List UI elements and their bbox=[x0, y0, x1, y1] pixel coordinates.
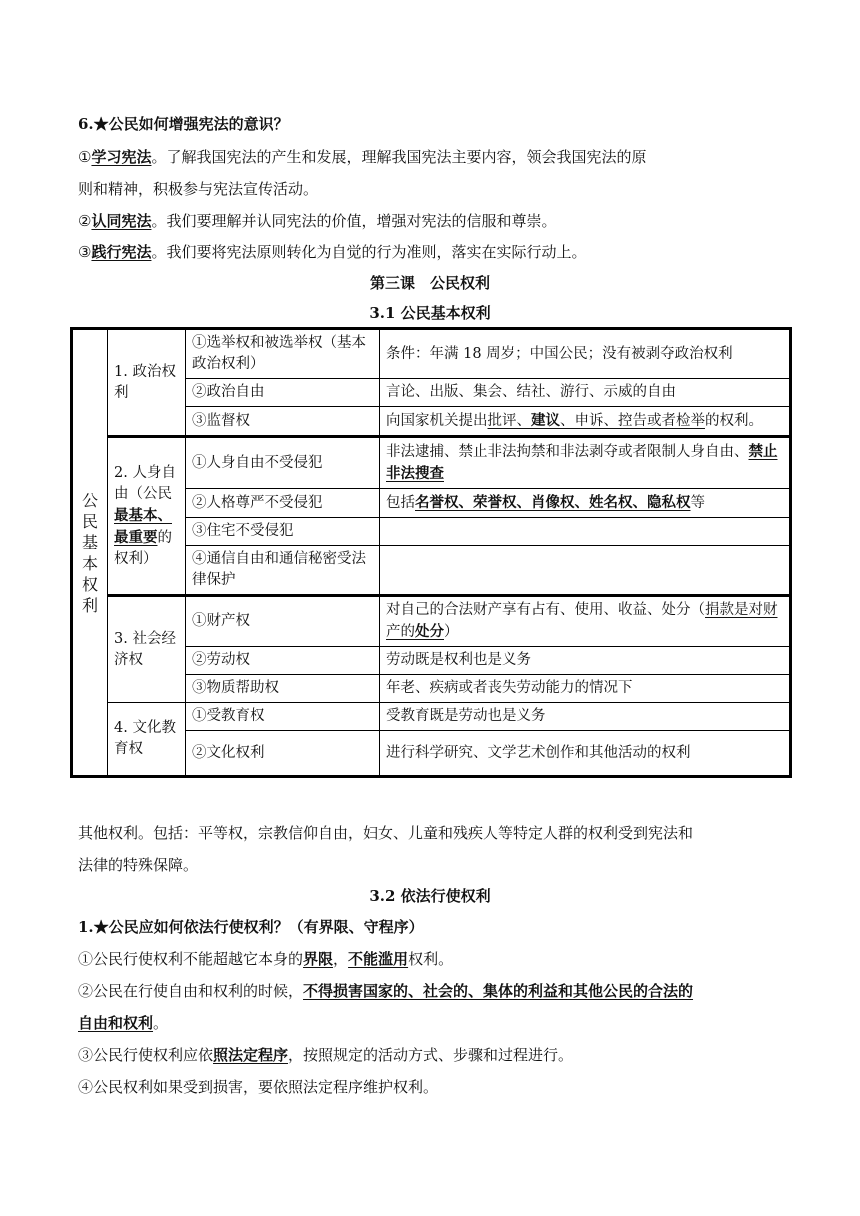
item-residence: ③住宅不受侵犯 bbox=[186, 518, 380, 546]
paragraph-identify-constitution: ②认同宪法。我们要理解并认同宪法的价值，增强对宪法的信服和尊崇。 bbox=[78, 212, 557, 230]
table-row bbox=[72, 329, 791, 379]
item-supervision: ③监督权 bbox=[186, 407, 380, 437]
root-cell: 公 民 基 本 权 利 bbox=[72, 329, 108, 777]
question-6: 6.★公民如何增强宪法的意识？ bbox=[78, 115, 289, 133]
category-political: 1. 政治权利 bbox=[108, 329, 186, 437]
item-election: ①选举权和被选举权（基本政治权利） bbox=[186, 329, 380, 379]
section-3-1-title: 3.1 公民基本权利 bbox=[369, 304, 491, 322]
category-personal: 2. 人身自由（公民最基本、最重要的权利） bbox=[108, 437, 186, 596]
table-row bbox=[72, 596, 791, 647]
desc-property: 对自己的合法财产享有占有、使用、收益、处分（捐款是对财产的处分） bbox=[380, 596, 791, 647]
table-row bbox=[72, 437, 791, 489]
paragraph-no-harm: ②公民在行使自由和权利的时候，不得损害国家的、社会的、集体的利益和其他公民的合法的 bbox=[78, 982, 694, 1000]
item-personal-freedom: ①人身自由不受侵犯 bbox=[186, 437, 380, 489]
desc-labor: 劳动既是权利也是义务 bbox=[380, 647, 791, 675]
desc-residence bbox=[380, 518, 791, 546]
desc-supervision: 向国家机关提出批评、建议、申诉、控告或者检举的权利。 bbox=[380, 407, 791, 437]
paragraph-procedure: ③公民行使权利应依照法定程序，按照规定的活动方式、步骤和过程进行。 bbox=[78, 1046, 574, 1064]
paragraph-learn-constitution: ①学习宪法。了解我国宪法的产生和发展，理解我国宪法主要内容，领会我国宪法的原 bbox=[78, 148, 647, 166]
table-row bbox=[72, 703, 791, 731]
item-property: ①财产权 bbox=[186, 596, 380, 647]
basic-rights-table bbox=[70, 327, 792, 778]
item-correspondence: ④通信自由和通信秘密受法律保护 bbox=[186, 546, 380, 596]
paragraph-learn-constitution-cont: 则和精神，积极参与宪法宣传活动。 bbox=[78, 180, 319, 198]
item-dignity: ②人格尊严不受侵犯 bbox=[186, 489, 380, 518]
category-culture: 4. 文化教育权 bbox=[108, 703, 186, 777]
paragraph-protect-rights: ④公民权利如果受到损害，要依照法定程序维护权利。 bbox=[78, 1078, 439, 1096]
desc-political-freedom: 言论、出版、集会、结社、游行、示威的自由 bbox=[380, 379, 791, 407]
paragraph-boundary: ①公民行使权利不能超越它本身的界限，不能滥用权利。 bbox=[78, 950, 454, 968]
item-labor: ②劳动权 bbox=[186, 647, 380, 675]
paragraph-no-harm-cont: 自由和权利。 bbox=[78, 1014, 169, 1032]
item-political-freedom: ②政治自由 bbox=[186, 379, 380, 407]
desc-material-aid: 年老、疾病或者丧失劳动能力的情况下 bbox=[380, 675, 791, 703]
item-education: ①受教育权 bbox=[186, 703, 380, 731]
paragraph-practice-constitution: ③践行宪法。我们要将宪法原则转化为自觉的行为准则，落实在实际行动上。 bbox=[78, 243, 587, 261]
keyword-practice: 践行宪法 bbox=[91, 243, 152, 261]
desc-correspondence bbox=[380, 546, 791, 596]
desc-dignity: 包括名誉权、荣誉权、肖像权、姓名权、隐私权等 bbox=[380, 489, 791, 518]
desc-election: 条件：年满 18 周岁；中国公民；没有被剥夺政治权利 bbox=[380, 329, 791, 379]
keyword-learn: 学习宪法 bbox=[91, 148, 152, 166]
item-culture: ②文化权利 bbox=[186, 731, 380, 777]
desc-culture: 进行科学研究、文学艺术创作和其他活动的权利 bbox=[380, 731, 791, 777]
lesson-title: 第三课 公民权利 bbox=[369, 274, 490, 292]
desc-personal-freedom: 非法逮捕、禁止非法拘禁和非法剥夺或者限制人身自由、禁止非法搜查 bbox=[380, 437, 791, 489]
item-material-aid: ③物质帮助权 bbox=[186, 675, 380, 703]
category-economic: 3. 社会经济权 bbox=[108, 596, 186, 703]
other-rights: 其他权利。包括：平等权，宗教信仰自由，妇女、儿童和残疾人等特定人群的权利受到宪法和 bbox=[78, 824, 694, 842]
keyword-identify: 认同宪法 bbox=[91, 212, 152, 230]
desc-education: 受教育既是劳动也是义务 bbox=[380, 703, 791, 731]
question-exercise-rights: 1.★公民应如何依法行使权利？（有界限、守程序） bbox=[78, 918, 424, 936]
section-3-2-title: 3.2 依法行使权利 bbox=[369, 887, 491, 905]
other-rights-cont: 法律的特殊保障。 bbox=[78, 856, 199, 874]
